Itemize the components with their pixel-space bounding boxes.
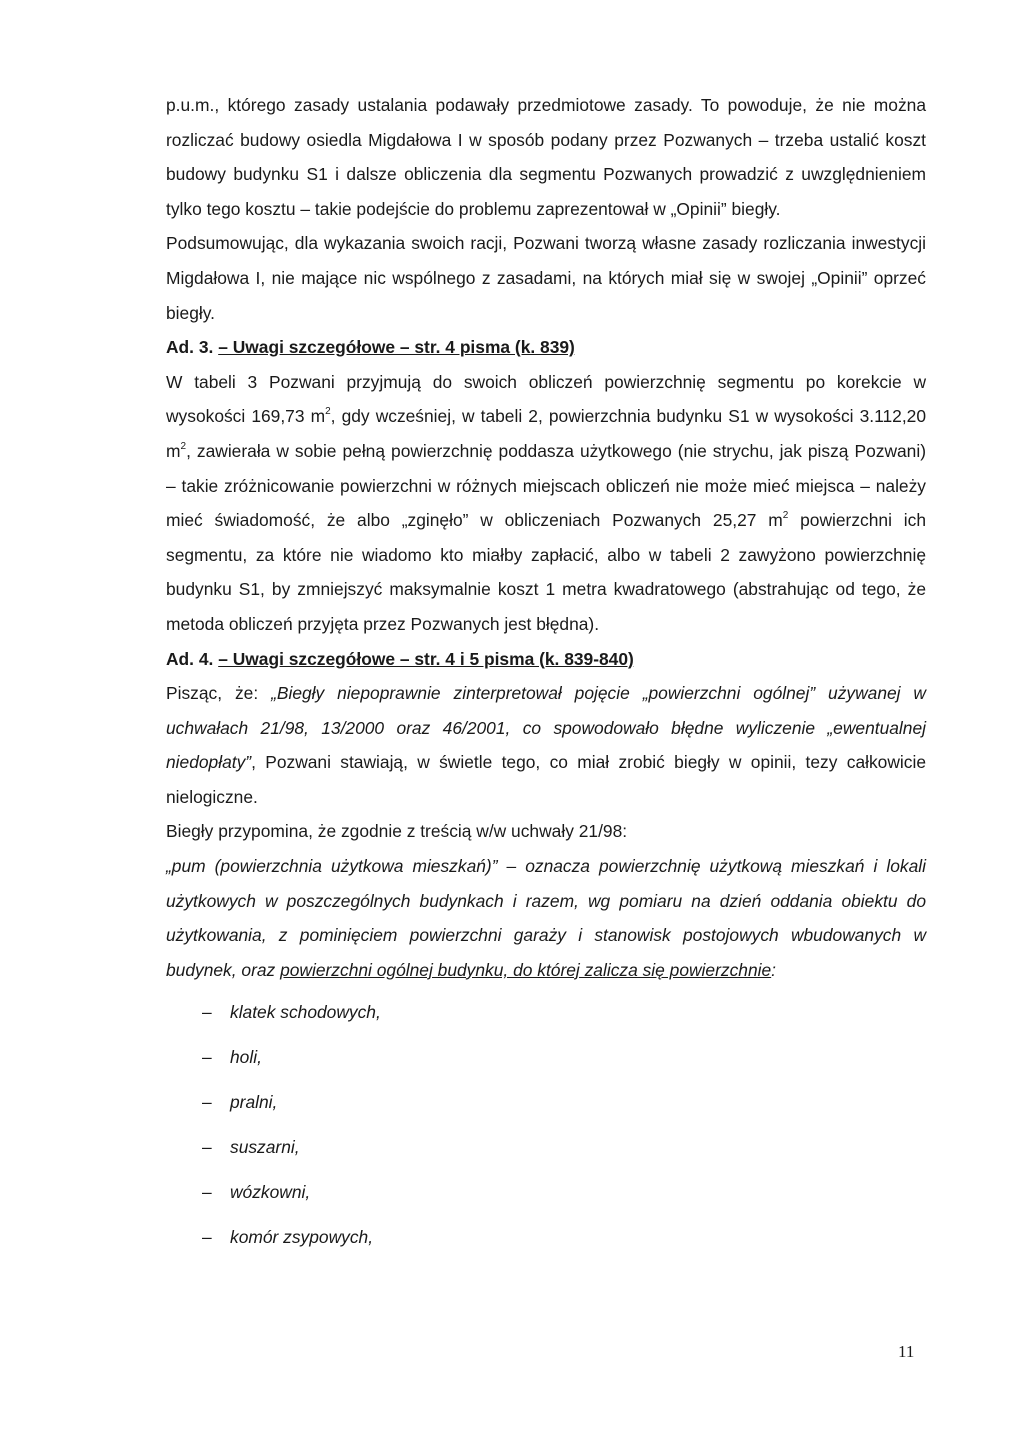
list-item bbox=[166, 1175, 926, 1220]
dash-bullet: – bbox=[202, 1047, 212, 1068]
document-body bbox=[166, 88, 926, 1265]
superscript-2: 2 bbox=[325, 406, 331, 418]
paragraph-resolution-intro: Biegły przypomina, że zgodnie z treścią w/w uchwały 21/98: bbox=[166, 821, 628, 842]
section-heading-ad4-prefix: Ad. 4. bbox=[166, 648, 219, 669]
paragraph-table3-part-d: powierzchni ich segmentu, za które nie wiadomo kto miałby zapłacić, albo w tabeli 2 zawyżono powierzchnię budynku S1, by zmniejszyć maksymalnie koszt 1 metra kwadratowego (abstrahując od tego, że metoda obliczeń przyjęta przez Pozwanych jest błędna). bbox=[166, 510, 926, 634]
list-item bbox=[166, 1085, 926, 1130]
list-item bbox=[166, 1220, 926, 1265]
paragraph-quote-italic: „Biegły niepoprawnie zinterpretował pojęcie „powierzchni ogólnej” używanej w uchwałach 21/98, 13/2000 oraz 46/2001, co spowodowało błędne wyliczenie „ewentualnej niedopłaty” bbox=[166, 683, 926, 773]
superscript-2: 2 bbox=[782, 510, 789, 522]
paragraph-summary: Podsumowując, dla wykazania swoich racji, Pozwani tworzą własne zasady rozliczania inwestycji Migdałowa I, nie mające nic wspólnego z zasadami, na których miał się w swojej „Opinii” oprzeć biegły. bbox=[166, 233, 926, 323]
paragraph-quote-defendants bbox=[166, 676, 926, 814]
definition-colon: : bbox=[771, 959, 776, 980]
list-item bbox=[166, 1040, 926, 1085]
page-number: 11 bbox=[898, 1342, 915, 1361]
definition-underlined: powierzchni ogólnej budynku, do której zalicza się powierzchnie bbox=[280, 959, 772, 980]
section-heading-ad3-title: – Uwagi szczegółowe – str. 4 pisma (k. 839) bbox=[218, 337, 575, 358]
dash-bullet: – bbox=[202, 1182, 212, 1203]
paragraph-quote-part-c: , Pozwani stawiają, w świetle tego, co miał zrobić biegły w opinii, tezy całkowicie nielogiczne. bbox=[166, 752, 926, 807]
dash-bullet: – bbox=[202, 1137, 212, 1158]
list-item-text: klatek schodowych, bbox=[230, 1002, 381, 1023]
paragraph-pum-definition bbox=[166, 849, 926, 987]
superscript-2: 2 bbox=[180, 440, 187, 452]
list-item-text: pralni, bbox=[230, 1092, 278, 1113]
paragraph-quote-part-a: Pisząc, że: bbox=[166, 683, 272, 704]
list-item-text: holi, bbox=[230, 1047, 262, 1068]
section-heading-ad4 bbox=[166, 642, 926, 677]
dash-bullet: – bbox=[202, 1227, 212, 1248]
section-heading-ad3 bbox=[166, 330, 926, 365]
list-item bbox=[166, 1130, 926, 1175]
list-item bbox=[166, 995, 926, 1040]
section-heading-ad3-prefix: Ad. 3. bbox=[166, 337, 219, 358]
dash-bullet: – bbox=[202, 1002, 212, 1023]
paragraph-table3-part-a: W tabeli 3 Pozwani przyjmują do swoich obliczeń powierzchnię segmentu po korekcie w wysokości 169,73 m bbox=[166, 371, 926, 427]
paragraph-table3-part-c: , zawierała w sobie pełną powierzchnię poddasza użytkowego (nie strychu, jak piszą Pozwani) – takie zróżnicowanie powierzchni w różnych miejscach obliczeń nie może mieć miejsca – należy mieć świadomość, że albo „zginęło” w obliczeniach Pozwanych 25,27 m bbox=[166, 440, 926, 531]
dash-bullet: – bbox=[202, 1092, 212, 1113]
paragraph-table3 bbox=[166, 365, 926, 642]
premises-list bbox=[166, 995, 926, 1265]
paragraph-table3-part-b: , gdy wcześniej, w tabeli 2, powierzchnia budynku S1 w wysokości 3.112,20 m bbox=[166, 406, 926, 461]
section-heading-ad4-title: – Uwagi szczegółowe – str. 4 i 5 pisma (k. 839-840) bbox=[218, 648, 634, 669]
paragraph-pum-intro: p.u.m., którego zasady ustalania podawały przedmiotowe zasady. To powoduje, że nie można rozliczać budowy osiedla Migdałowa I w sposób podany przez Pozwanych – trzeba ustalić koszt budowy budynku S1 i dalsze obliczenia dla segmentu Pozwanych prowadzić z uwzględnieniem tylko tego kosztu – takie podejście do problemu zaprezentował w „Opinii” biegły. bbox=[166, 95, 926, 219]
list-item-text: suszarni, bbox=[230, 1137, 300, 1158]
list-item-text: wózkowni, bbox=[230, 1182, 311, 1203]
definition-text: „pum (powierzchnia użytkowa mieszkań)” – oznacza powierzchnię użytkową mieszkań i lokali użytkowych w poszczególnych budynkach i razem, wg pomiaru na dzień oddania obiektu do użytkowania, z pominięciem powierzchni garaży i stanowisk postojowych wbudowanych w budynek, oraz bbox=[166, 856, 926, 980]
list-item-text: komór zsypowych, bbox=[230, 1227, 374, 1248]
